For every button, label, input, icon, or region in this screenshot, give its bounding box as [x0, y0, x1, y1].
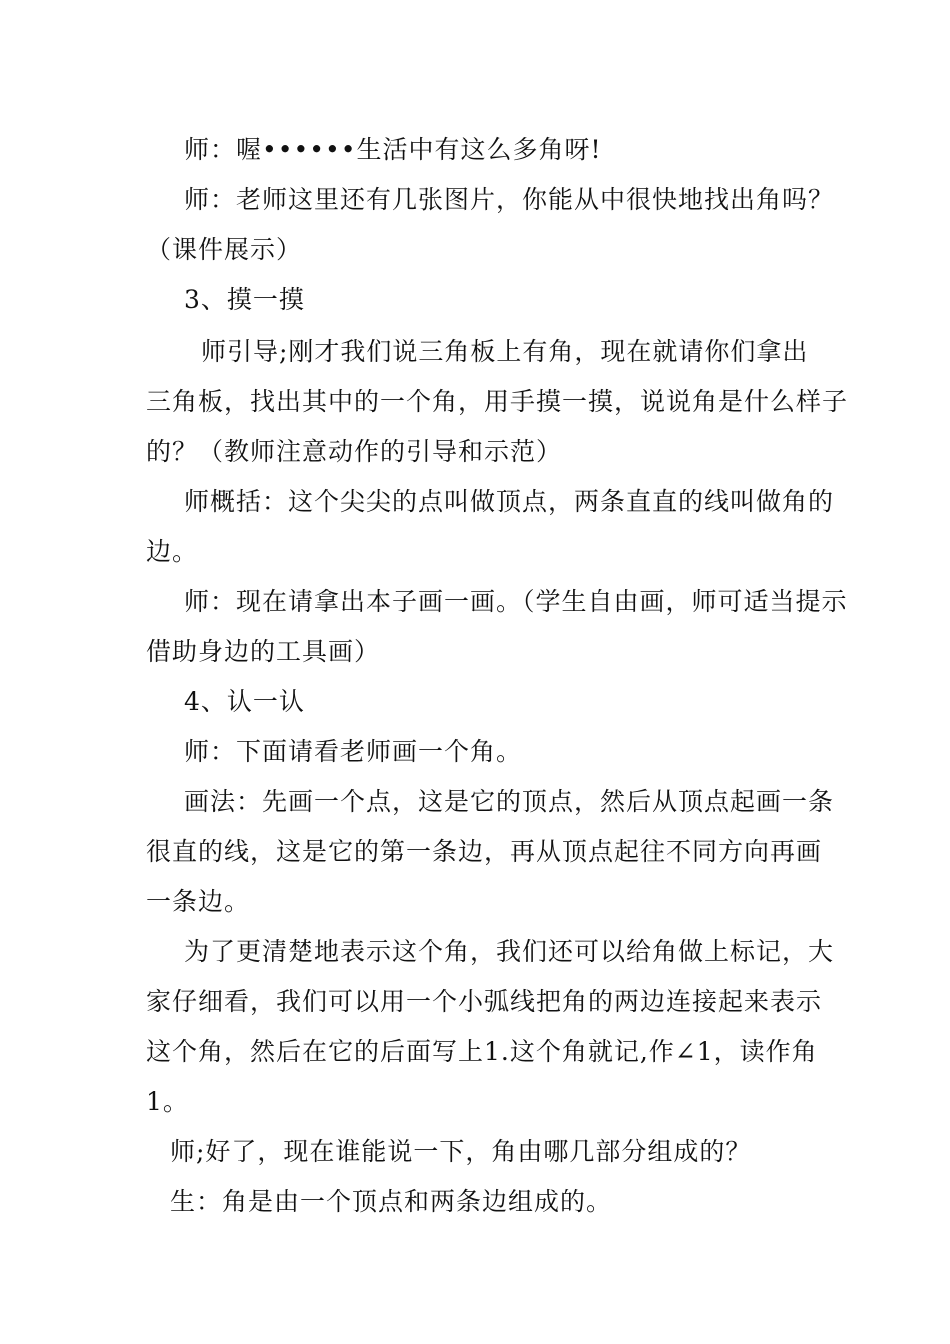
- paragraph-line-7: 的？（教师注意动作的引导和示范）: [146, 437, 563, 466]
- paragraph-line-13: 师：下面请看老师画一个角。: [184, 737, 523, 766]
- section-heading-4: 4、认一认: [184, 687, 305, 716]
- paragraph-line-17: 为了更清楚地表示这个角，我们还可以给角做上标记，大: [184, 937, 835, 966]
- paragraph-line-1: 师：喔••••••生活中有这么多角呀!: [184, 135, 602, 164]
- paragraph-line-14: 画法：先画一个点，这是它的顶点，然后从顶点起画一条: [184, 787, 835, 816]
- paragraph-line-21: 师;好了，现在谁能说一下，角由哪几部分组成的？: [170, 1137, 752, 1166]
- paragraph-line-2: 师：老师这里还有几张图片，你能从中很快地找出角吗？: [184, 185, 835, 214]
- paragraph-line-8: 师概括：这个尖尖的点叫做顶点，两条直直的线叫做角的: [184, 487, 835, 516]
- paragraph-line-6: 三角板，找出其中的一个角，用手摸一摸，说说角是什么样子: [146, 387, 849, 416]
- paragraph-line-15: 很直的线，这是它的第一条边，再从顶点起往不同方向再画: [146, 837, 823, 866]
- paragraph-line-11: 借助身边的工具画）: [146, 637, 381, 666]
- paragraph-line-22: 生：角是由一个顶点和两条边组成的。: [170, 1187, 613, 1216]
- section-heading-3: 3、摸一摸: [184, 285, 305, 314]
- paragraph-line-10: 师：现在请拿出本子画一画。（学生自由画，师可适当提示: [184, 587, 848, 616]
- paragraph-line-5: 师引导;刚才我们说三角板上有角，现在就请你们拿出: [201, 337, 809, 366]
- paragraph-line-9: 边。: [146, 537, 199, 566]
- paragraph-line-3: （课件展示）: [146, 235, 303, 264]
- paragraph-line-18: 家仔细看，我们可以用一个小弧线把角的两边连接起来表示: [146, 987, 823, 1016]
- paragraph-line-16: 一条边。: [146, 887, 251, 916]
- paragraph-line-19: 这个角，然后在它的后面写上1.这个角就记,作∠1，读作角: [146, 1037, 818, 1066]
- paragraph-line-20: 1。: [146, 1087, 189, 1116]
